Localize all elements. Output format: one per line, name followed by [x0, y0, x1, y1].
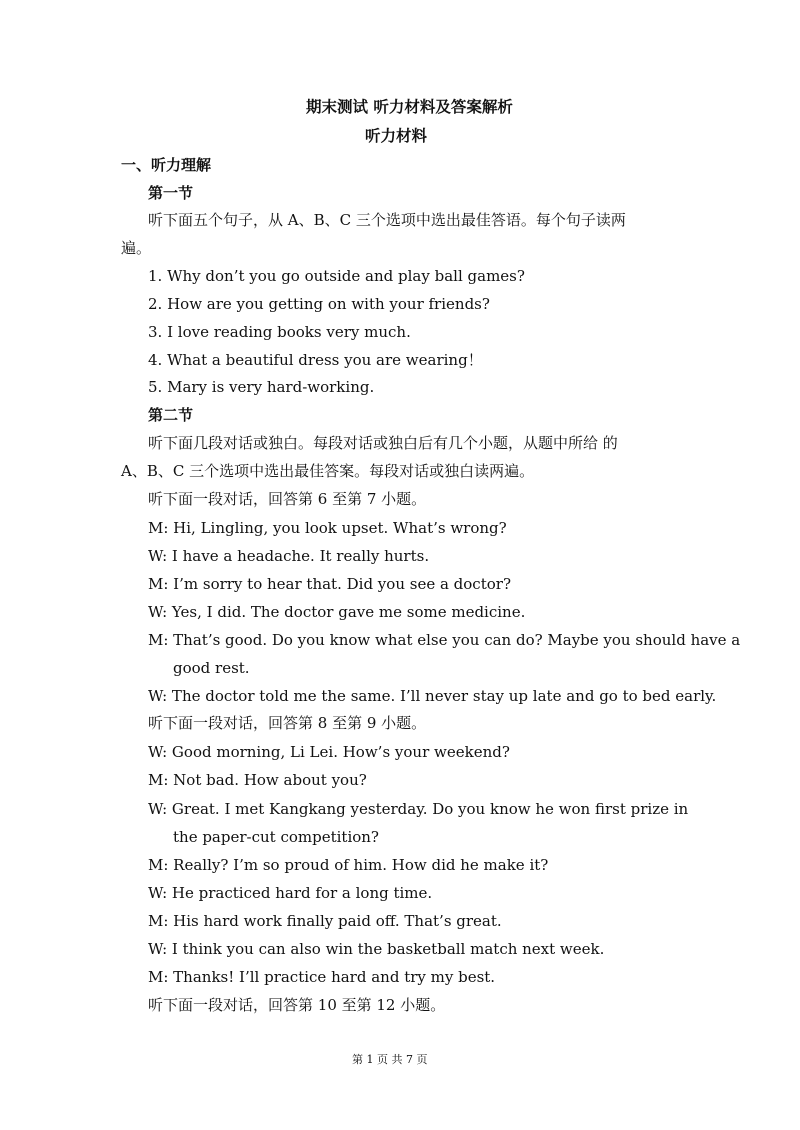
page-number-footer: 第 1 页 共 7 页 — [352, 1053, 428, 1066]
sentence-item: 4. What a beautiful dress you are wearing！ — [148, 351, 483, 369]
dialogue-line: W: Great. I met Kangkang yesterday. Do you know he won first prize in — [148, 800, 689, 818]
sentence-item: 5. Mary is very hard-working. — [148, 378, 375, 396]
dialogue-line: W: The doctor told me the same. I’ll never stay up late and go to bed early. — [148, 687, 717, 705]
dialogue-intro: 听下面一段对话，回答第 10 至第 12 小题。 — [148, 996, 446, 1014]
dialogue-line: W: I have a headache. It really hurts. — [148, 547, 430, 565]
dialogue-line: M: Thanks! I’ll practice hard and try my best. — [148, 968, 496, 986]
dialogue-line: M: I’m sorry to hear that. Did you see a doctor? — [148, 575, 511, 593]
sentence-item: 1. Why don’t you go outside and play ball games? — [148, 267, 525, 285]
sentence-item: 3. I love reading books very much. — [148, 323, 411, 341]
dialogue-line: W: Good morning, Li Lei. How’s your weekend? — [148, 743, 510, 761]
dialogue-line-cont: the paper-cut competition? — [173, 828, 379, 846]
part1-label: 第一节 — [148, 184, 194, 202]
part2-label: 第二节 — [148, 406, 194, 424]
dialogue-line: M: Really? I’m so proud of him. How did he make it? — [148, 856, 549, 874]
part1-instruction-cont: 遍。 — [121, 239, 152, 257]
section-heading: 一、听力理解 — [121, 156, 212, 174]
part2-instruction-cont: A、B、C 三个选项中选出最佳答案。每段对话或独白读两遍。 — [121, 462, 535, 480]
dialogue-intro: 听下面一段对话，回答第 6 至第 7 小题。 — [148, 490, 427, 508]
document-title: 期末测试 听力材料及答案解析 — [306, 97, 513, 116]
dialogue-line: W: I think you can also win the basketball match next week. — [148, 940, 605, 958]
dialogue-line: W: Yes, I did. The doctor gave me some medicine. — [148, 603, 526, 621]
part2-instruction: 听下面几段对话或独白。每段对话或独白后有几个小题，从题中所给 的 — [148, 434, 618, 452]
dialogue-line: M: Not bad. How about you? — [148, 771, 367, 789]
dialogue-line-cont: good rest. — [173, 659, 250, 677]
dialogue-line: M: That’s good. Do you know what else you can do? Maybe you should have a — [148, 631, 741, 649]
dialogue-line: W: He practiced hard for a long time. — [148, 884, 433, 902]
part1-instruction: 听下面五个句子，从 A、B、C 三个选项中选出最佳答语。每个句子读两 — [148, 211, 626, 229]
dialogue-line: M: Hi, Lingling, you look upset. What’s wrong? — [148, 519, 507, 537]
dialogue-line: M: His hard work finally paid off. That’s great. — [148, 912, 502, 930]
document-subtitle: 听力材料 — [365, 126, 428, 145]
dialogue-intro: 听下面一段对话，回答第 8 至第 9 小题。 — [148, 714, 427, 732]
sentence-item: 2. How are you getting on with your friends? — [148, 295, 490, 313]
